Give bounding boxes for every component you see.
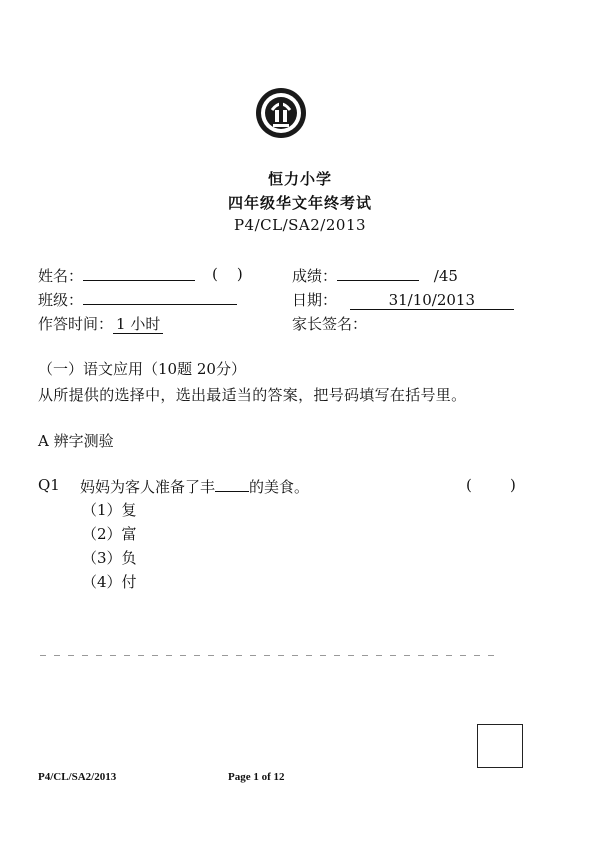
exam-code: P4/CL/SA2/2013 — [233, 216, 367, 234]
name-blank[interactable] — [83, 266, 195, 281]
class-label: 班级： — [38, 291, 84, 309]
date-value: 31/10/2013 — [350, 291, 514, 310]
score-blank[interactable] — [337, 266, 419, 281]
class-number-paren[interactable]: ( ) — [212, 265, 243, 283]
score-box[interactable] — [477, 724, 523, 768]
section-title: （一）语文应用（10题 20分） — [38, 360, 246, 378]
scan-noise — [40, 655, 500, 656]
name-field — [38, 265, 195, 286]
question-blank — [215, 477, 249, 492]
school-logo — [254, 86, 308, 140]
parent-sign-label: 家长签名： — [292, 315, 368, 333]
question-text-after: 的美食。 — [249, 478, 310, 496]
school-name: 恒力小学 — [267, 170, 332, 188]
time-label: 作答时间： — [38, 315, 114, 333]
section-instruction: 从所提供的选择中，选出最适当的答案，把号码填写在括号里。 — [38, 386, 467, 404]
score-field — [292, 265, 458, 286]
option-1[interactable]: （1）复 — [82, 501, 137, 519]
answer-paren[interactable]: ( ) — [466, 476, 516, 494]
footer-code: P4/CL/SA2/2013 — [38, 771, 117, 783]
class-field — [38, 289, 237, 310]
time-field — [38, 313, 163, 334]
score-total: /45 — [433, 267, 458, 285]
footer-page: Page 1 of 12 — [228, 771, 285, 783]
option-2[interactable]: （2）富 — [82, 525, 137, 543]
class-blank[interactable] — [83, 290, 237, 305]
question-text — [80, 476, 309, 497]
question-number: Q1 — [38, 476, 60, 494]
exam-title: 四年级华文年终考试 — [227, 194, 372, 212]
option-3[interactable]: （3）负 — [82, 549, 137, 567]
part-a-title: A 辨字测验 — [38, 432, 114, 450]
score-label: 成绩： — [292, 267, 338, 285]
parent-sign-field — [292, 313, 367, 334]
date-field — [292, 289, 514, 310]
time-value: 1 小时 — [113, 315, 163, 334]
question-text-before: 妈妈为客人准备了丰 — [80, 478, 216, 496]
date-label: 日期： — [292, 291, 338, 309]
name-label: 姓名： — [38, 267, 84, 285]
option-4[interactable]: （4）付 — [82, 573, 137, 591]
